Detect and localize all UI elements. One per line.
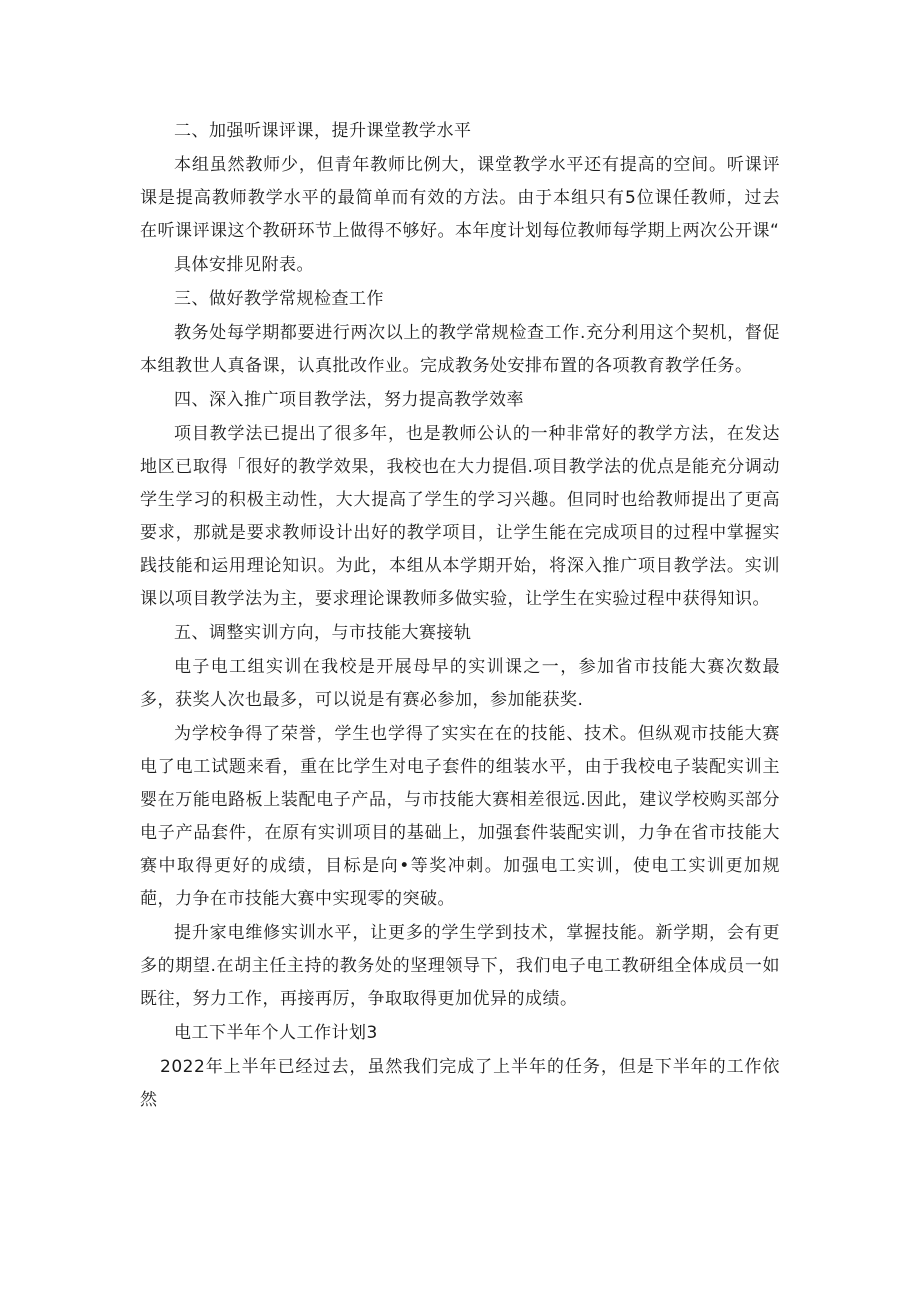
paragraph-schedule-note: 具体安排见附表。: [174, 255, 314, 275]
document-page: [140, 115, 780, 1118]
plan-title: 电工下半年个人工作计划3: [174, 1023, 378, 1043]
paragraph-listening-evaluation: 本组虽然教师少，但青年教师比例大，课堂教学水平还有提高的空间。听课评课是提高教师教学水平的最简单而有效的方法。由于本组只有5位课任教师，过去在听课评课这个教研环节上做得不够好。本年度计划每位教师每学期上两次公开课“: [140, 155, 780, 241]
section-heading-2: 二、加强听课评课，提升课堂教学水平: [174, 121, 472, 141]
paragraph-training-suggestion: 为学校争得了荣誉，学生也学得了实实在在的技能、技术。但纵观市技能大赛电了电工试题来看，重在比学生对电子套件的组装水平，由于我校电子装配实训主婴在万能电路板上装配电子产品，与市技能大赛相差很远.因此，建议学校购买部分电子产品套件，在原有实训项目的基础上，加强套件装配实训，力争在省市技能大赛中取得更好的成绩，目标是向•等奖冲刺。加强电工实训，使电工实训更加规葩，力争在市技能大赛中实现零的突破。: [140, 724, 780, 909]
paragraph-half-year: 2022年上半年已经过去，虽然我们完成了上半年的任务，但是下半年的工作依然: [140, 1057, 780, 1110]
section-heading-3: 三、做好教学常规检查工作: [174, 289, 384, 309]
paragraph-training-history: 电子电工组实训在我校是开展母早的实训课之一，参加省市技能大赛次数最多，获奖人次也最多，可以说是有赛必参加，参加能获奖.: [140, 657, 780, 710]
paragraph-routine-check: 教务处每学期都要进行两次以上的教学常规检查工作.充分利用这个契机，督促本组教世人真备课，认真批改作业。完成教务处安排布置的各项教育教学任务。: [140, 323, 780, 376]
section-heading-4: 四、深入推广项目教学法，努力提高教学效率: [174, 390, 524, 410]
section-heading-5: 五、调整实训方向，与市技能大赛接轨: [174, 623, 472, 643]
paragraph-project-teaching: 项目教学法已提出了很多年，也是教师公认的一种非常好的教学方法，在发达地区已取得「很好的教学效果，我校也在大力提倡.项目教学法的优点是能充分调动学生学习的积极主动性，大大提高了学生的学习兴趣。但同时也给教师提出了更高要求，那就是要求教师设计出好的教学项目，让学生能在完成项目的过程中掌握实践技能和运用理论知识。为此，本组从本学期开始，将深入推广项目教学法。实训课以项目教学法为主，要求理论课教师多做实验，让学生在实验过程中获得知识。: [140, 424, 780, 609]
paragraph-repair-training: 提升家电维修实训水平，让更多的学生学到技术，掌握技能。新学期，会有更多的期望.在胡主任主持的教务处的坚理领导下，我们电子电工教研组全体成员一如既往，努力工作，再接再厉，争取取得更加优异的成绩。: [140, 923, 780, 1009]
